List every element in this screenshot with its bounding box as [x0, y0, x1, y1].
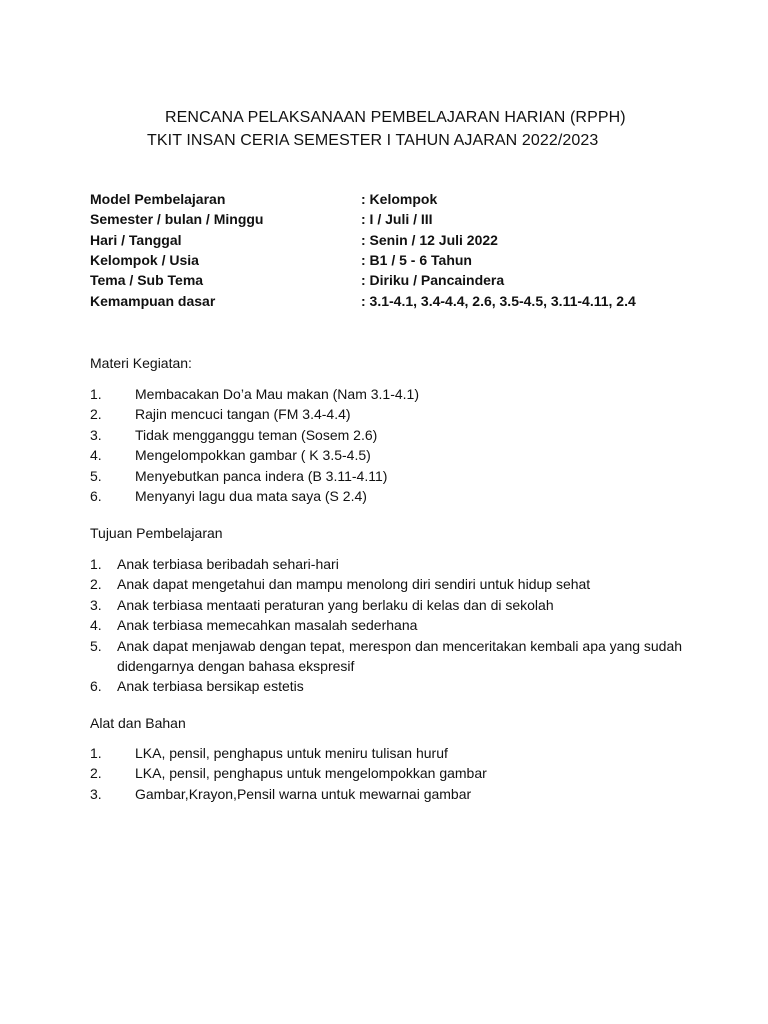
list-item [90, 574, 707, 594]
info-label: Kemampuan dasar [90, 293, 216, 309]
list-item [90, 466, 419, 486]
item-text: Anak terbiasa beribadah sehari-hari [117, 556, 339, 572]
item-text: Mengelompokkan gambar ( K 3.5-4.5) [135, 447, 371, 464]
item-number: 6. [90, 678, 102, 695]
list-item [90, 743, 487, 763]
item-number: 4. [90, 617, 102, 634]
item-number: 4. [90, 447, 102, 464]
info-value: : Kelompok [361, 191, 438, 207]
list-item [90, 636, 707, 677]
item-text: Menyebutkan panca indera (B 3.11-4.11) [135, 467, 388, 484]
item-text: Menyanyi lagu dua mata saya (S 2.4) [135, 488, 367, 505]
item-text: LKA, pensil, penghapus untuk mengelompokkan gambar [135, 765, 487, 782]
item-number: 5. [90, 467, 102, 484]
info-label: Tema / Sub Tema [90, 272, 204, 288]
item-text: LKA, pensil, penghapus untuk meniru tulisan huruf [135, 745, 448, 761]
list-item [90, 784, 487, 804]
list-item [90, 486, 419, 506]
item-text: Anak terbiasa mentaati peraturan yang berlaku di kelas dan di sekolah [117, 596, 554, 613]
item-text: Anak terbiasa bersikap estetis [117, 678, 304, 695]
item-number: 1. [90, 745, 102, 761]
list-item [90, 445, 419, 465]
list-item [90, 425, 419, 445]
list-item [90, 404, 419, 424]
list-item [90, 384, 419, 404]
info-label: Kelompok / Usia [90, 252, 199, 268]
item-text: Anak dapat menjawab dengan tepat, merespon dan menceritakan kembali apa yang sudah didengarnya dengan bahasa ekspresif [117, 637, 683, 675]
materi-list [90, 384, 419, 506]
tujuan-list [90, 554, 707, 697]
info-value: : 3.1-4.1, 3.4-4.4, 2.6, 3.5-4.5, 3.11-4.11, 2.4 [361, 293, 636, 309]
item-number: 6. [90, 488, 102, 505]
item-number: 1. [90, 386, 102, 402]
item-number: 1. [90, 556, 102, 572]
list-item [90, 595, 707, 615]
info-value: : I / Juli / III [361, 211, 433, 227]
info-value: : Senin / 12 Juli 2022 [361, 232, 498, 248]
item-number: 2. [90, 406, 102, 423]
info-label: Hari / Tanggal [90, 232, 182, 248]
item-number: 5. [90, 637, 102, 654]
item-text: Anak terbiasa memecahkan masalah sederhana [117, 617, 418, 634]
info-label: Semester / bulan / Minggu [90, 211, 264, 227]
list-item [90, 615, 707, 635]
alat-heading: Alat dan Bahan [90, 715, 186, 731]
item-text: Membacakan Do’a Mau makan (Nam 3.1-4.1) [135, 386, 420, 402]
document-title-line-1: RENCANA PELAKSANAAN PEMBELAJARAN HARIAN (RPPH) [165, 109, 626, 126]
item-number: 2. [90, 765, 102, 782]
item-text: Rajin mencuci tangan (FM 3.4-4.4) [135, 406, 351, 423]
document-title-line-2: TKIT INSAN CERIA SEMESTER I TAHUN AJARAN 2022/2023 [147, 132, 599, 149]
item-number: 3. [90, 785, 102, 802]
item-number: 2. [90, 576, 102, 593]
materi-heading: Materi Kegiatan: [90, 355, 192, 371]
info-label: Model Pembelajaran [90, 191, 226, 207]
info-value: : Diriku / Pancaindera [361, 272, 505, 288]
item-text: Tidak mengganggu teman (Sosem 2.6) [135, 426, 378, 443]
info-value: : B1 / 5 - 6 Tahun [361, 252, 472, 268]
list-item [90, 676, 707, 696]
item-number: 3. [90, 426, 102, 443]
tujuan-heading: Tujuan Pembelajaran [90, 525, 223, 541]
list-item [90, 763, 487, 783]
alat-list [90, 743, 487, 804]
item-number: 3. [90, 596, 102, 613]
item-text: Gambar,Krayon,Pensil warna untuk mewarnai gambar [135, 785, 472, 802]
item-text: Anak dapat mengetahui dan mampu menolong diri sendiri untuk hidup sehat [117, 576, 591, 593]
list-item [90, 554, 707, 574]
